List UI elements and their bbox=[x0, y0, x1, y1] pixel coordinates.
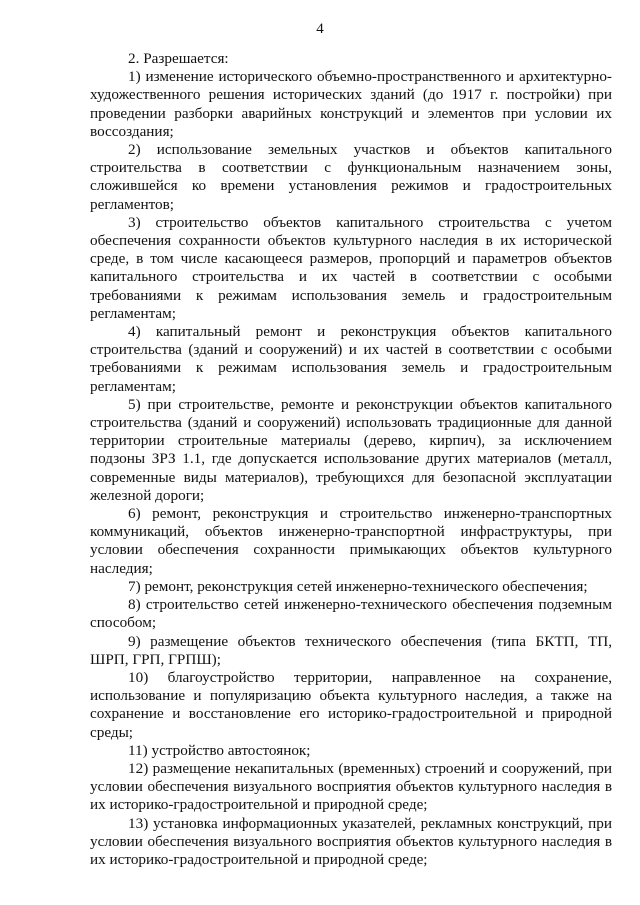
list-item-9: 9) размещение объектов технического обеспечения (типа БКТП, ТП, ШРП, ГРП, ГРПШ); bbox=[90, 632, 612, 668]
list-item-1: 1) изменение исторического объемно-пространственного и архитектурно-художественного решения исторических зданий (до 1917 г. постройки) при проведении разборки аварийных конструкций и элементов при условии их воссоздания; bbox=[90, 68, 612, 140]
section-heading: 2. Разрешается: bbox=[128, 50, 229, 67]
list-item-7: 7) ремонт, реконструкция сетей инженерно-технического обеспечения; bbox=[128, 577, 588, 595]
document-body bbox=[90, 50, 612, 869]
list-item-13: 13) установка информационных указателей, рекламных конструкций, при условии обеспечения визуального восприятия объектов культурного наследия в их историко-градостроительной и природной среде; bbox=[90, 814, 612, 868]
list-item-3: 3) строительство объектов капитального строительства с учетом обеспечения сохранности объектов культурного наследия в их исторической среде, в том числе касающееся размеров, пропорций и параметров объектов капитального строительства и их частей в соответствии с особыми требованиями к режимам использования земель и градостроительным регламентам; bbox=[90, 213, 612, 322]
list-item-12: 12) размещение некапитальных (временных) строений и сооружений, при условии обеспечения визуального восприятия объектов культурного наследия в их историко-градостроительной и природной среде; bbox=[90, 759, 612, 814]
page-number: 4 bbox=[316, 21, 324, 37]
list-item-5: 5) при строительстве, ремонте и реконструкции объектов капитального строительства (зданий и сооружений) использовать традиционные для данной территории строительные материалы (дерево, кирпич), за исключением подзоны ЗРЗ 1.1, где допускается использование других материалов (металл, современные виды материалов), требующихся для безопасной эксплуатации железной дороги; bbox=[90, 395, 612, 504]
list-item-10: 10) благоустройство территории, направленное на сохранение, использование и популяризацию объекта культурного наследия, а также на сохранение и восстановление его историко-градостроительной и природной среды; bbox=[90, 668, 612, 741]
list-item-8: 8) строительство сетей инженерно-технического обеспечения подземным способом; bbox=[90, 596, 612, 632]
list-item-4: 4) капитальный ремонт и реконструкция объектов капитального строительства (зданий и сооружений) и их частей в соответствии с особыми требованиями к режимам использования земель и градостроительным регламентам; bbox=[90, 323, 612, 395]
list-item-6: 6) ремонт, реконструкция и строительство инженерно-транспортных коммуникаций, объектов инженерно-транспортной инфраструктуры, при условии обеспечения сохранности примыкающих объектов культурного наследия; bbox=[90, 505, 612, 577]
list-item-11: 11) устройство автостоянок; bbox=[128, 741, 311, 759]
list-item-2: 2) использование земельных участков и объектов капитального строительства в соответствии с функциональным назначением зоны, сложившейся ко времени установления режимов и градостроительных регламентов; bbox=[90, 141, 612, 213]
